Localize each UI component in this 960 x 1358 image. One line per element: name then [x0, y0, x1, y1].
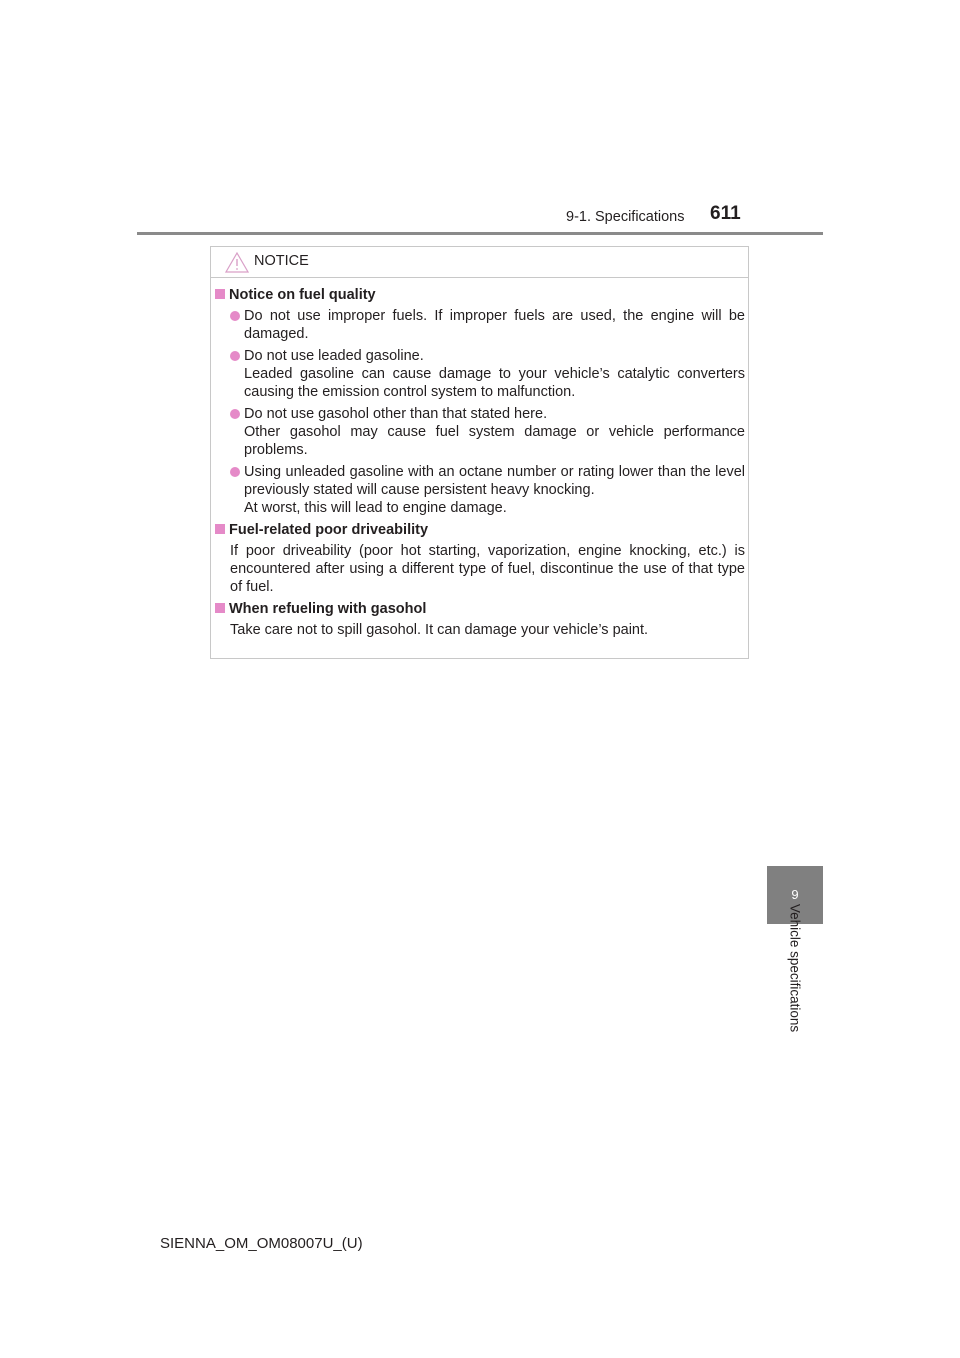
- page-number: 611: [710, 203, 741, 224]
- chapter-tab: 9: [767, 866, 823, 924]
- section-heading-fuel-quality: [215, 286, 745, 304]
- section-heading-driveability: [215, 521, 745, 539]
- notice-header: [211, 247, 748, 278]
- list-item-text: Leaded gasoline can cause damage to your vehicle’s catalytic converters causing the emission control system to malfunction.: [244, 366, 745, 400]
- warning-triangle-icon: [225, 252, 249, 273]
- list-item-text: At worst, this will lead to engine damage.: [244, 500, 507, 516]
- notice-body: [215, 286, 745, 643]
- circle-bullet-icon: [230, 351, 240, 361]
- square-bullet-icon: [215, 603, 225, 613]
- header-rule: [137, 232, 823, 235]
- header-section-title: 9-1. Specifications: [566, 209, 685, 225]
- square-bullet-icon: [215, 524, 225, 534]
- section-paragraph: If poor driveability (poor hot starting, vaporization, engine knocking, etc.) is encountered after using a different type of fuel, discontinue the use of that type of fuel.: [230, 543, 745, 595]
- chapter-tab-label: Vehicle specifications: [787, 903, 803, 1033]
- list-item-text: Using unleaded gasoline with an octane number or rating lower than the level previously stated will cause persistent heavy knocking.: [244, 464, 745, 498]
- notice-box: [210, 246, 749, 659]
- circle-bullet-icon: [230, 467, 240, 477]
- list-item: [215, 347, 745, 401]
- list-item: [215, 463, 745, 517]
- square-bullet-icon: [215, 289, 225, 299]
- section-heading-text: Notice on fuel quality: [229, 287, 376, 303]
- list-item: [215, 307, 745, 343]
- list-item-text: Other gasohol may cause fuel system damage or vehicle performance problems.: [244, 424, 745, 458]
- section-paragraph: Take care not to spill gasohol. It can damage your vehicle’s paint.: [230, 622, 649, 638]
- list-item-text: Do not use leaded gasoline.: [244, 348, 424, 364]
- notice-title: NOTICE: [254, 253, 309, 269]
- document-code: SIENNA_OM_OM08007U_(U): [160, 1235, 363, 1252]
- list-item-text: Do not use gasohol other than that stated here.: [244, 406, 548, 422]
- circle-bullet-icon: [230, 409, 240, 419]
- section-heading-gasohol: [215, 600, 745, 618]
- section-heading-text: When refueling with gasohol: [229, 601, 427, 617]
- list-item: [215, 405, 745, 459]
- section-heading-text: Fuel-related poor driveability: [229, 522, 429, 538]
- list-item-text: Do not use improper fuels. If improper fuels are used, the engine will be damaged.: [244, 308, 745, 342]
- circle-bullet-icon: [230, 311, 240, 321]
